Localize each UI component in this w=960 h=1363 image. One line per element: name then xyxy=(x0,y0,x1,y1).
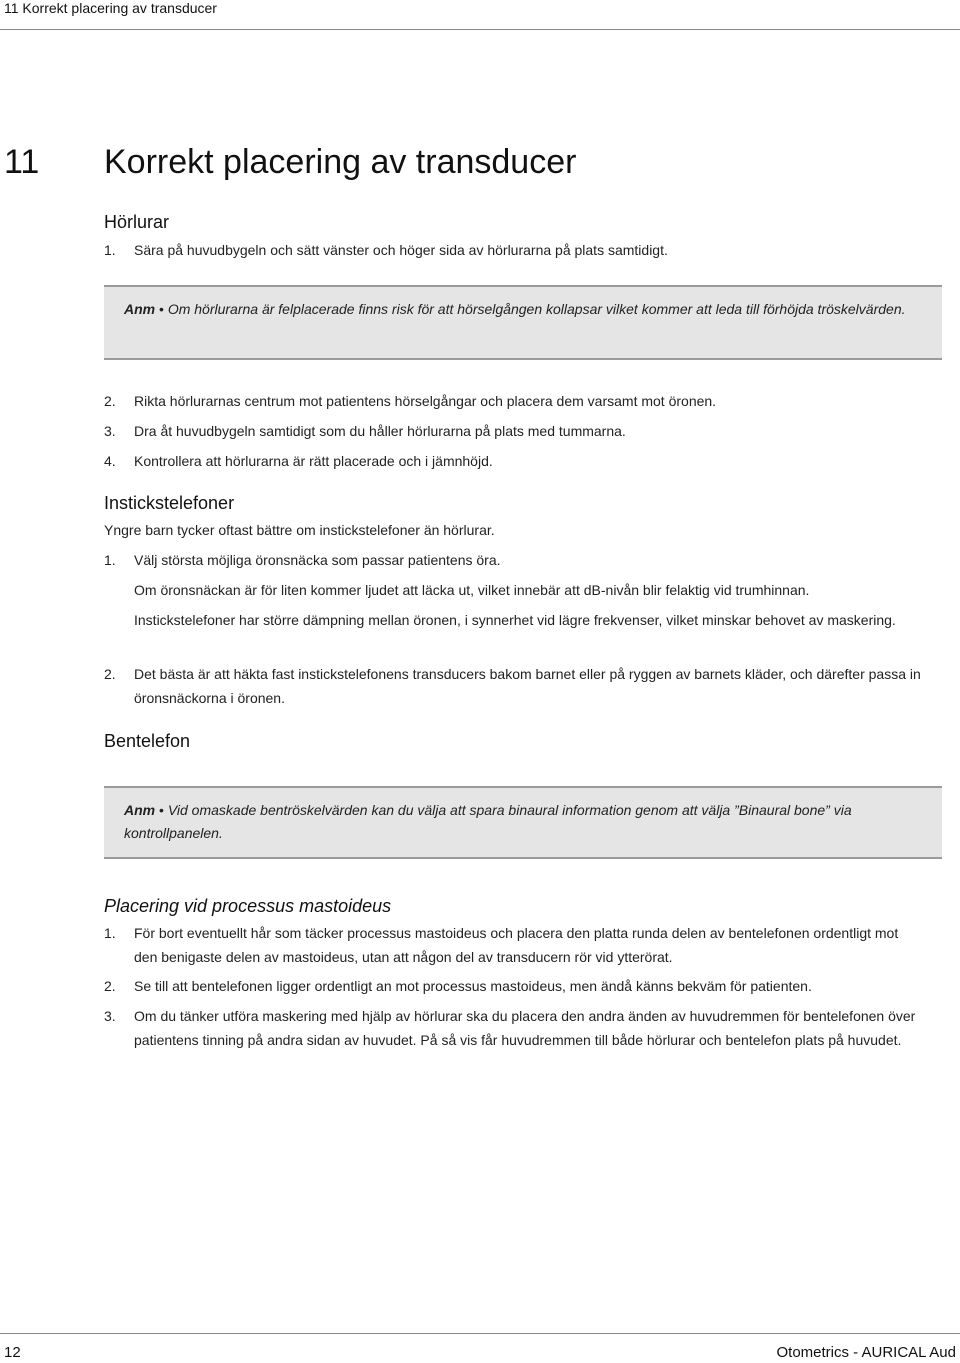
step-text: Kontrollera att hörlurarna är rätt placerade och i jämnhöjd. xyxy=(134,453,493,469)
step-number: 1. xyxy=(104,242,116,258)
step-number: 2. xyxy=(104,666,116,682)
step-text: Välj största möjliga öronsnäcka som passar patientens öra. xyxy=(134,552,501,568)
step-number: 1. xyxy=(104,552,116,568)
footer-brand: Otometrics - AURICAL Aud xyxy=(776,1344,956,1361)
step-text: Det bästa är att häkta fast instickstelefonens transducers bakom barnet eller på ryggen av barnets kläder, och därefter passa in öronsnäckorna i öronen. xyxy=(134,666,921,706)
section-intro: Yngre barn tycker oftast bättre om instickstelefoner än hörlurar. xyxy=(104,522,495,538)
section-heading-horlurar: Hörlurar xyxy=(104,212,170,232)
chapter-title: Korrekt placering av transducer xyxy=(104,143,577,181)
step-text: Om du tänker utföra maskering med hjälp av hörlurar ska du placera den andra änden av huvudremmen för bentelefonen över patientens tinning på andra sidan av huvudet. På så vis får huvudremmen till både hörlurar och bentelefon plats på huvudet. xyxy=(134,1008,916,1048)
note-box xyxy=(104,285,942,360)
footer-divider xyxy=(0,1333,960,1334)
step-number: 1. xyxy=(104,925,116,941)
page-number: 12 xyxy=(4,1344,21,1361)
step-number: 4. xyxy=(104,453,116,469)
step-text: Sära på huvudbygeln och sätt vänster och höger sida av hörlurarna på plats samtidigt. xyxy=(134,242,668,258)
step-number: 2. xyxy=(104,393,116,409)
step-text: Se till att bentelefonen ligger ordentligt an mot processus mastoideus, men ändå känns bekväm för patienten. xyxy=(134,978,812,994)
note-text: Om hörlurarna är felplacerade finns risk för att hörselgången kollapsar vilket kommer att leda till förhöjda tröskelvärden. xyxy=(167,301,906,317)
note-bullet: • xyxy=(159,802,164,818)
step-number: 3. xyxy=(104,423,116,439)
step-text: För bort eventuellt hår som täcker processus mastoideus och placera den platta runda delen av bentelefonen ordentligt mot den benigaste delen av mastoideus, utan att någon del av transducern rör vid ytterörat. xyxy=(134,925,899,965)
step-paragraph: Om öronsnäckan är för liten kommer ljudet att läcka ut, vilket innebär att dB-nivån blir felaktig vid trumhinnan. xyxy=(134,582,810,598)
note-bullet: • xyxy=(159,301,164,317)
step-text: Rikta hörlurarnas centrum mot patientens hörselgångar och placera dem varsamt mot öronen. xyxy=(134,393,717,409)
section-heading-instickstelefoner: Instickstelefoner xyxy=(104,493,235,513)
step-paragraph: Instickstelefoner har större dämpning mellan öronen, i synnerhet vid lägre frekvenser, vilket minskar behovet av maskering. xyxy=(134,612,896,628)
step-number: 2. xyxy=(104,978,116,994)
note-text: Vid omaskade bentröskelvärden kan du välja att spara binaural information genom att välja ”Binaural bone” via kontrollpanelen. xyxy=(124,802,852,841)
section-heading-bentelefon: Bentelefon xyxy=(104,731,191,751)
note-box xyxy=(104,786,942,859)
note-label: Anm xyxy=(124,802,156,818)
chapter-number: 11 xyxy=(4,143,40,181)
running-header-title: 11 Korrekt placering av transducer xyxy=(4,0,217,16)
subsection-heading-mastoid: Placering vid processus mastoideus xyxy=(104,896,392,916)
note-label: Anm xyxy=(124,301,156,317)
step-text: Dra åt huvudbygeln samtidigt som du håller hörlurarna på plats med tummarna. xyxy=(134,423,626,439)
step-number: 3. xyxy=(104,1008,116,1024)
